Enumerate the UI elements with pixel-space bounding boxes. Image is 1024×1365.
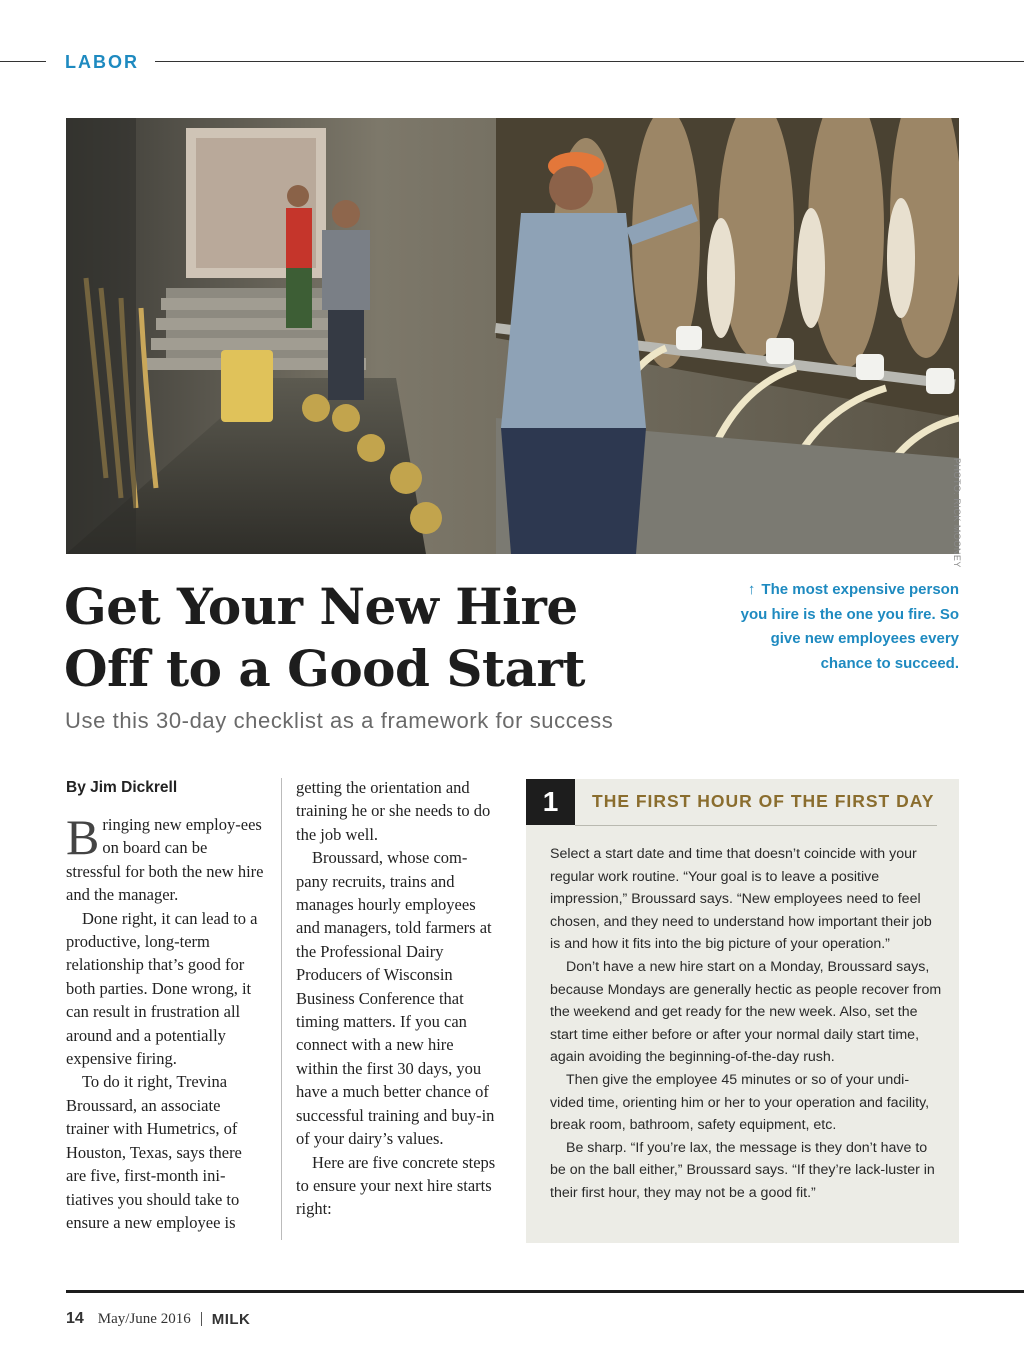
arrow-up-icon: ↑ [747, 581, 756, 598]
paragraph: getting the orientation and training he or she needs to do the job well. [296, 778, 491, 844]
sidebar-paragraph: Then give the employee 45 minutes or so of your undi-vided time, orienting him or her to your operation and facility, break room, bathroom, safety equipment, etc. [550, 1071, 930, 1134]
paragraph: Broussard, whose com-pany recruits, trains and manages hourly employees and managers, told farmers at the Professional Dairy Producers of Wisconsin Business Conference that timing matters. If you can connect with a new hire within the first 30 days, you have a much better chance of successful training and buy-in of your dairy’s values. [296, 848, 495, 1149]
milking-parlor-photo [66, 118, 959, 554]
photo-illustration [66, 118, 959, 554]
drop-cap: B [66, 809, 100, 865]
paragraph: Done right, it can lead to a productive, long-term relationship that’s good for both parties. Done wrong, it can result in frustration all around and a potentially expensive firing. [66, 908, 258, 1069]
caption-text: The most expensive person you hire is the one you fire. So give new employees every chance to succeed. [740, 581, 959, 672]
footer-rule [66, 1290, 1024, 1293]
sidebar-title: THE FIRST HOUR OF THE FIRST DAY [592, 791, 935, 811]
sidebar-title-rule [575, 825, 937, 826]
page-footer [66, 1310, 250, 1328]
headline-line-1: Get Your New Hire [64, 577, 578, 636]
sidebar-paragraph: Don’t have a new hire start on a Monday, Broussard says, because Mondays are generally hectic as people recover from the weekend and get ready for the new week. Also, set the start time either before or after your normal daily start time, again avoiding the beginning-of-the-day rush. [550, 958, 942, 1066]
column-divider [281, 778, 282, 1240]
paragraph: To do it right, Trevina Broussard, an associate trainer with Humetrics, of Houston, Texas, says there are five, first-month ini-tiatives you should take to ensure a new employee is [66, 1072, 242, 1232]
header-rule-right [155, 61, 1024, 62]
headline-line-2: Off to a Good Start [64, 639, 585, 698]
step-number-badge: 1 [526, 779, 575, 825]
page-number: 14 [66, 1310, 84, 1327]
article-column-2 [296, 776, 496, 1221]
issue-date: May/June 2016 [97, 1310, 191, 1327]
article-subtitle: Use this 30-day checklist as a framework for success [65, 708, 614, 733]
sidebar-body [550, 843, 942, 1205]
header-rule-left [0, 61, 46, 62]
paragraph-text: ringing new employ-ees on board can be stressful for both the new hire and the manager. [66, 815, 264, 905]
sidebar-paragraph: Select a start date and time that doesn’t coincide with your regular work routine. “Your goal is to leave a positive impression,” Broussard says. “New employees need to feel chosen, and they need to understand how important their job is and how it fits into the big picture of your operation.” [550, 846, 932, 953]
sidebar-paragraph: Be sharp. “If you’re lax, the message is they don’t have to be on the ball either,” Broussard says. “If they’re lack-luster in their first hour, they may not be a good fit.” [550, 1139, 935, 1201]
article-column-1 [66, 776, 266, 1234]
photo-credit: PHOTO: RICK MOONEY [952, 458, 962, 568]
section-label: LABOR [65, 52, 139, 72]
photo-caption [730, 578, 959, 676]
paragraph: Here are five concrete steps to ensure your next hire starts right: [296, 1152, 496, 1219]
magazine-logo: MILK [211, 1310, 251, 1328]
article-headline [64, 576, 704, 700]
footer-separator [201, 1312, 202, 1326]
paragraph [66, 809, 266, 907]
byline: By Jim Dickrell [66, 779, 178, 796]
